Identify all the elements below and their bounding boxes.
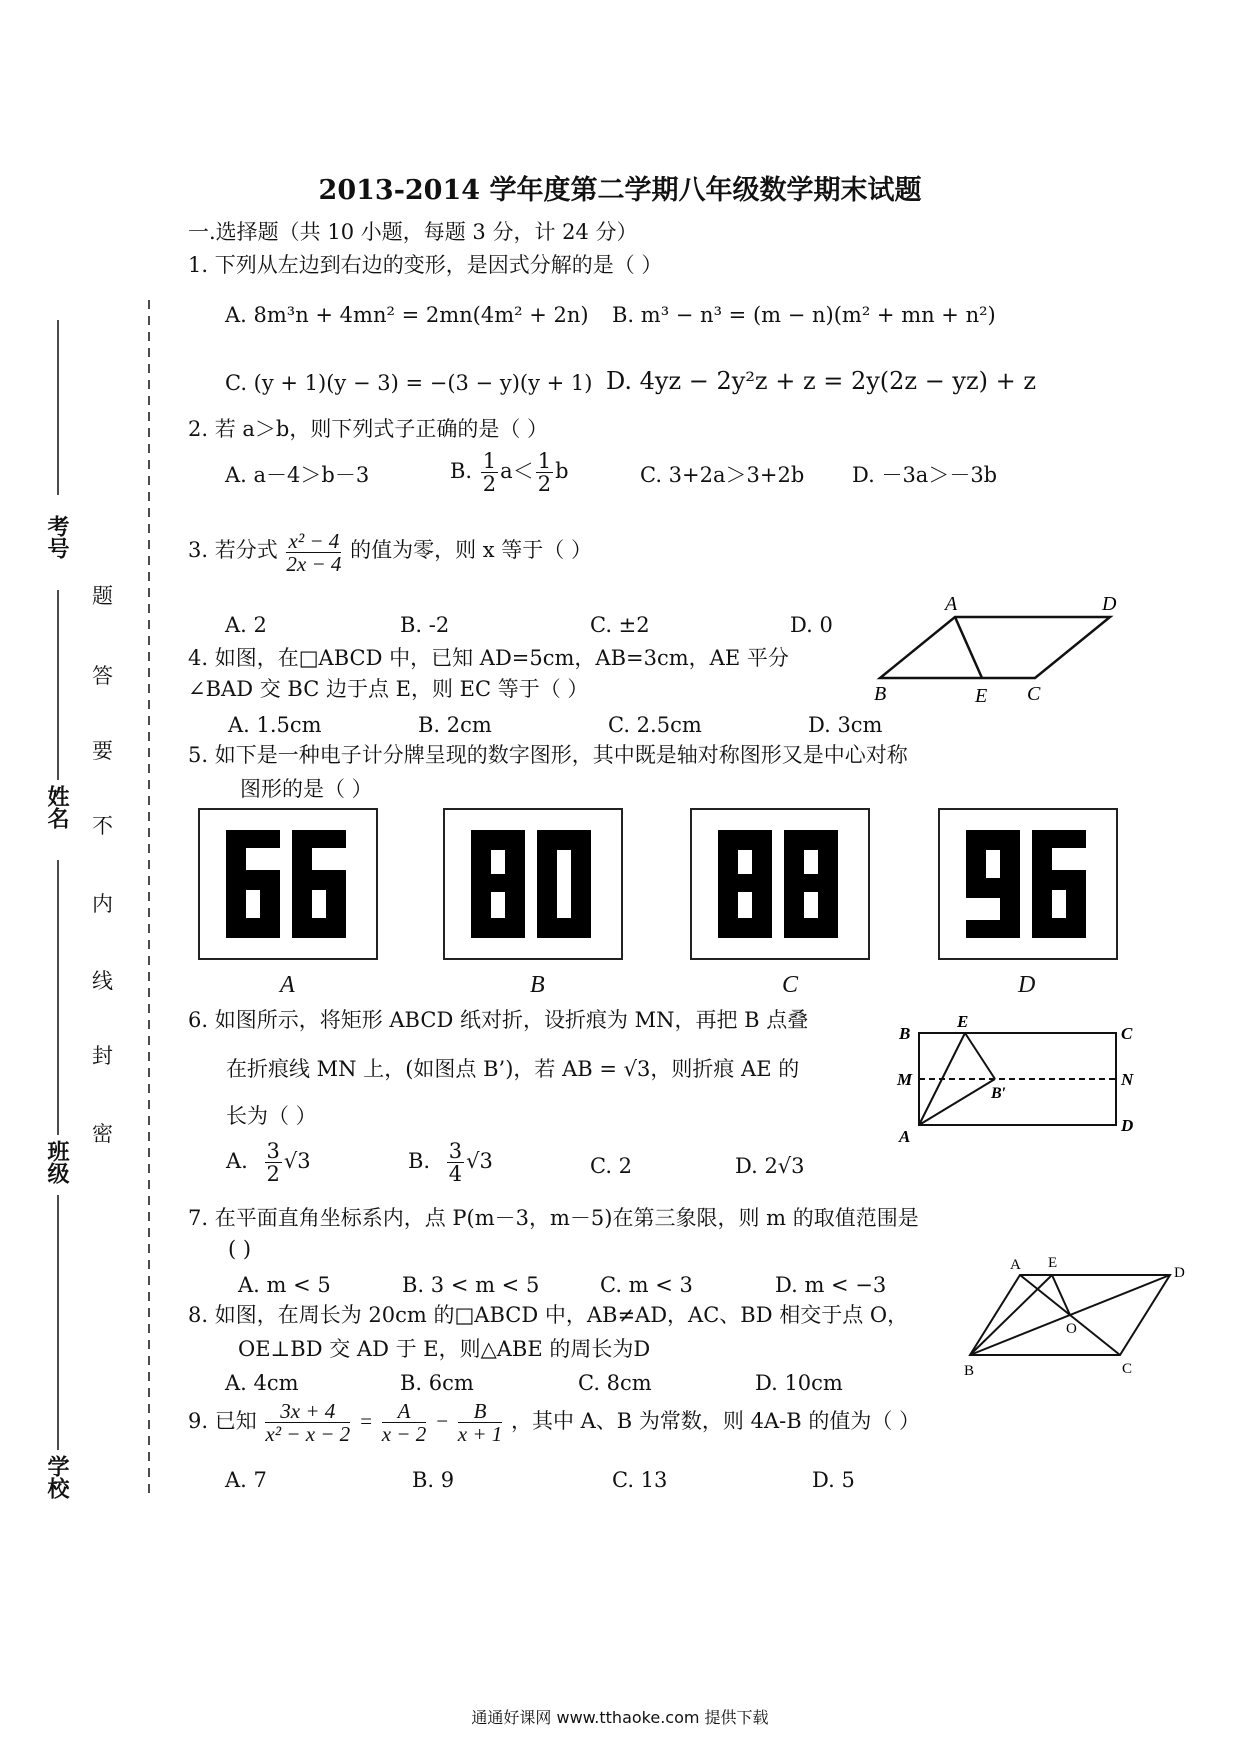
q3-post: 的值为零，则 x 等于（ ） [350,538,592,562]
q1-option-b: B. m³ − n³ = (m − n)(m² + mn + n²) [612,303,996,327]
vertex-label: D [1121,1116,1134,1135]
q3-option-c: C. ±2 [590,613,650,637]
q8-option-c: C. 8cm [578,1371,652,1395]
school-label: 学校 [44,1455,70,1499]
q1-option-c: C. (y + 1)(y − 3) = −(3 − y)(y + 1) [225,371,593,395]
fraction [265,1400,350,1445]
digit-graphic [445,810,621,958]
q4-option-b: B. 2cm [418,713,492,737]
page-title: 2013-2014 学年度第二学期八年级数学期末试题 [318,175,922,206]
name-label: 姓名 [44,785,70,829]
equals-sign: = [358,1409,374,1433]
digit-panel-c [690,808,870,960]
radical: √3 [283,1149,311,1173]
q9-pre: 9. 已知 [188,1409,257,1433]
q8-line1: 8. 如图，在周长为 20cm 的□ABCD 中，AB≠AD，AC、BD 相交于点 O， [188,1303,909,1327]
seal-char: 密 [92,1122,113,1146]
denominator: 2 [537,472,552,496]
panel-caption-b: B [530,972,545,998]
q4-option-d: D. 3cm [808,713,883,737]
vertex-label: B [964,1363,975,1379]
q1-option-d: D. 4yz − 2y²z + z = 2y(2z − yz) + z [606,367,1037,395]
option-prefix: B. [408,1149,431,1173]
vertex-label: B [899,1024,911,1043]
panel-caption-d: D [1018,972,1036,998]
q4-option-c: C. 2.5cm [608,713,702,737]
q3-option-d: D. 0 [790,613,833,637]
q8-option-b: B. 6cm [400,1371,474,1395]
q1-option-a: A. 8m³n + 4mn² = 2mn(4m² + 2n) [225,303,589,327]
exam-number-label: 考号 [44,515,70,559]
q8-option-a: A. 4cm [225,1371,299,1395]
numerator: 3x + 4 [265,1400,350,1423]
q4-option-a: A. 1.5cm [228,713,322,737]
seal-char: 封 [92,1044,113,1068]
numerator: B [458,1400,503,1423]
q2-b-mid: a＜ [500,459,534,483]
denominator: 4 [448,1162,463,1186]
q9-option-b: B. 9 [412,1468,455,1492]
fraction [536,450,553,495]
digit-graphic [940,810,1116,958]
fraction [447,1140,464,1185]
q2-b-end: b [555,459,569,483]
q7-option-d: D. m < −3 [775,1273,887,1297]
numerator: 1 [537,449,552,473]
q1-stem: 1. 下列从左边到右边的变形，是因式分解的是（ ） [188,253,663,277]
denominator: 2 [482,472,497,496]
vertex-label: D [1102,593,1117,615]
fraction [382,1400,427,1445]
q4-line2: ∠BAD 交 BC 边于点 E，则 EC 等于（ ） [188,677,589,701]
numerator: x² − 4 [286,530,341,553]
numerator: 1 [482,449,497,473]
denominator: 2x − 4 [286,552,342,576]
q2-b-prefix: B. [450,459,473,483]
digit-panel-a [198,808,378,960]
seal-char: 题 [92,584,113,608]
rectangle-fold-figure-q6 [895,1010,1145,1145]
footer-credit: 通通好课网 www.tthaoke.com 提供下载 [471,1708,769,1727]
q5-line1: 5. 如下是一种电子计分牌呈现的数字图形，其中既是轴对称图形又是中心对称 [188,743,908,767]
vertex-label: E [975,685,988,705]
q9-option-c: C. 13 [612,1468,668,1492]
denominator: x + 1 [457,1422,503,1446]
vertex-label: B [874,683,887,705]
vertex-label: A [899,1127,911,1145]
numerator: A [382,1400,427,1423]
q3-option-a: A. 2 [225,613,267,637]
q6-option-d: D. 2√3 [735,1154,805,1178]
seal-char: 内 [92,892,113,916]
q7-option-a: A. m < 5 [238,1273,331,1297]
numerator: 3 [448,1139,463,1163]
numerator: 3 [266,1139,280,1163]
q2-option-a: A. a－4＞b－3 [225,463,370,487]
digit-graphic [200,810,376,958]
radical: √3 [466,1149,493,1173]
q8-option-d: D. 10cm [755,1371,843,1395]
q9-option-a: A. 7 [225,1468,267,1492]
seal-char: 要 [92,739,113,763]
q7-option-c: C. m < 3 [600,1273,693,1297]
vertex-label: A [1010,1257,1021,1273]
q3-stem [188,530,592,575]
q7-option-b: B. 3 < m < 5 [402,1273,540,1297]
q7-line2: ( ) [228,1237,252,1261]
vertex-label: C [1122,1361,1133,1377]
panel-caption-a: A [280,972,295,998]
denominator: x² − x − 2 [265,1422,351,1446]
q2-option-c: C. 3+2a＞3+2b [640,463,805,487]
fraction [481,450,498,495]
q6-option-c: C. 2 [590,1154,633,1178]
q6-option-b [408,1140,493,1185]
digit-panel-b [443,808,623,960]
q9-post: ，其中 A、B 为常数，则 4A-B 的值为（ ） [510,1409,920,1433]
fraction [286,530,341,575]
denominator: 2 [266,1162,280,1186]
panel-caption-c: C [782,972,799,998]
q2-option-d: D. －3a＞－3b [852,463,998,487]
q5-line2: 图形的是（ ） [240,777,373,801]
q6-option-a [226,1140,311,1185]
vertex-label: D [1174,1265,1185,1281]
vertex-label: N [1121,1070,1134,1089]
vertex-label: A [945,593,958,615]
q8-line2: OE⊥BD 交 AD 于 E，则△ABE 的周长为D [238,1337,651,1361]
digit-panel-d [938,808,1118,960]
seal-char: 答 [92,664,113,688]
denominator: x − 2 [381,1422,427,1446]
vertex-label: B′ [991,1085,1007,1102]
minus-sign: − [434,1409,450,1433]
class-label: 班级 [44,1140,70,1184]
vertex-label: E [1048,1255,1058,1271]
q3-option-b: B. -2 [400,613,450,637]
option-prefix: A. [226,1149,248,1173]
q6-line3: 长为（ ） [226,1104,317,1128]
q4-line1: 4. 如图，在□ABCD 中，已知 AD=5cm，AB=3cm，AE 平分 [188,646,789,670]
q6-line1: 6. 如图所示，将矩形 ABCD 纸对折，设折痕为 MN，再把 B 点叠 [188,1008,809,1032]
fraction [458,1400,503,1445]
fraction [265,1140,282,1185]
vertex-label: C [1027,683,1041,705]
binding-lines [0,0,160,1754]
q3-pre: 3. 若分式 [188,538,278,562]
parallelogram-figure-q4 [860,585,1140,705]
vertex-label: C [1121,1024,1133,1043]
seal-char: 线 [92,969,113,993]
vertex-label: E [957,1012,969,1031]
vertex-label: M [897,1070,913,1089]
q9-option-d: D. 5 [812,1468,855,1492]
q2-stem: 2. 若 a＞b，则下列式子正确的是（ ） [188,417,549,441]
digit-graphic [692,810,868,958]
q6-line2: 在折痕线 MN 上，(如图点 B’)，若 AB = √3，则折痕 AE 的 [226,1057,800,1081]
q9-stem [188,1400,920,1445]
vertex-label: O [1066,1321,1077,1337]
section-heading: 一.选择题（共 10 小题，每题 3 分，计 24 分） [188,220,638,244]
q2-option-b [450,450,569,495]
q7-line1: 7. 在平面直角坐标系内，点 P(m－3，m－5)在第三象限，则 m 的取值范围是 [188,1206,919,1230]
parallelogram-figure-q8 [960,1255,1200,1385]
seal-char: 不 [92,814,113,838]
